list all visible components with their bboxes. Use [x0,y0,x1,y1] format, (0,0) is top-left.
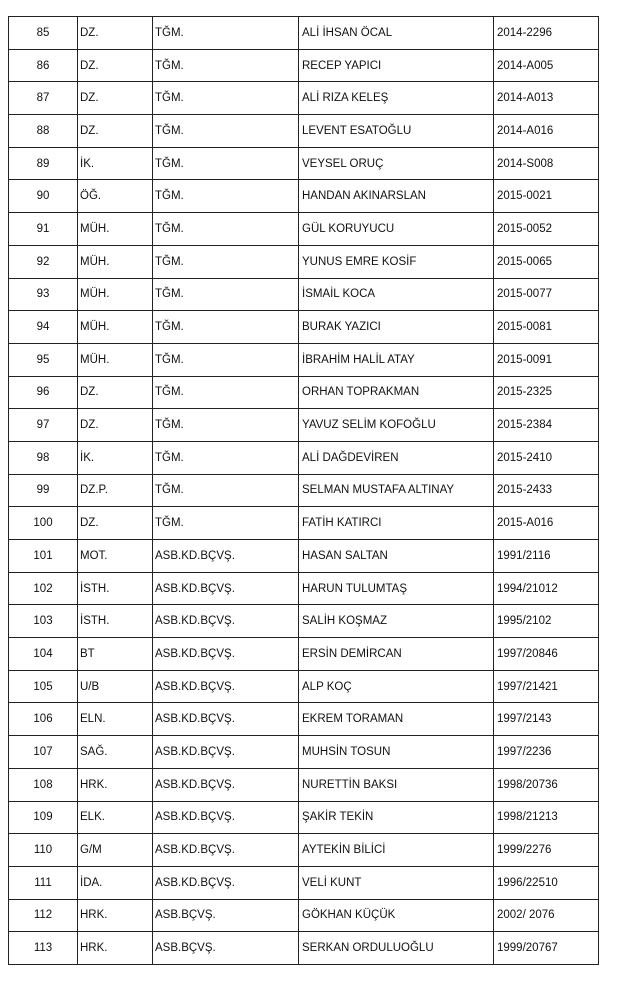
table-row [9,245,599,278]
name-cell: BURAK YAZICI [299,311,494,344]
rank-cell: ASB.KD.BÇVŞ. [153,670,299,703]
table-row [9,540,599,573]
row-number: 85 [9,17,78,50]
table-row [9,147,599,180]
rank-cell: TĞM. [153,82,299,115]
registry-number-cell: 1997/20846 [494,638,599,671]
table-row [9,213,599,246]
row-number: 112 [9,899,78,932]
branch-cell: İK. [78,441,153,474]
registry-number-cell: 2002/ 2076 [494,899,599,932]
row-number: 110 [9,834,78,867]
registry-number-cell: 2014-A005 [494,49,599,82]
table-row [9,932,599,965]
row-number: 90 [9,180,78,213]
name-cell: HANDAN AKINARSLAN [299,180,494,213]
name-cell: MUHSİN TOSUN [299,736,494,769]
registry-number-cell: 2015-0052 [494,213,599,246]
rank-cell: ASB.KD.BÇVŞ. [153,866,299,899]
branch-cell: DZ. [78,115,153,148]
rank-cell: TĞM. [153,441,299,474]
row-number: 113 [9,932,78,965]
name-cell: YAVUZ SELİM KOFOĞLU [299,409,494,442]
table-row [9,409,599,442]
rank-cell: TĞM. [153,311,299,344]
rank-cell: ASB.KD.BÇVŞ. [153,572,299,605]
personnel-table [8,16,599,965]
row-number: 109 [9,801,78,834]
rank-cell: TĞM. [153,213,299,246]
branch-cell: DZ. [78,409,153,442]
registry-number-cell: 1995/2102 [494,605,599,638]
row-number: 94 [9,311,78,344]
branch-cell: DZ.P. [78,474,153,507]
rank-cell: TĞM. [153,278,299,311]
branch-cell: DZ. [78,507,153,540]
name-cell: SELMAN MUSTAFA ALTINAY [299,474,494,507]
table-row [9,736,599,769]
branch-cell: İSTH. [78,572,153,605]
rank-cell: ASB.KD.BÇVŞ. [153,703,299,736]
table-row [9,17,599,50]
row-number: 86 [9,49,78,82]
name-cell: LEVENT ESATOĞLU [299,115,494,148]
table-row [9,474,599,507]
name-cell: ŞAKİR TEKİN [299,801,494,834]
rank-cell: TĞM. [153,147,299,180]
name-cell: ORHAN TOPRAKMAN [299,376,494,409]
branch-cell: MOT. [78,540,153,573]
row-number: 106 [9,703,78,736]
rank-cell: TĞM. [153,507,299,540]
branch-cell: ELK. [78,801,153,834]
row-number: 102 [9,572,78,605]
registry-number-cell: 1994/21012 [494,572,599,605]
name-cell: ALİ İHSAN ÖCAL [299,17,494,50]
table-row [9,115,599,148]
name-cell: HARUN TULUMTAŞ [299,572,494,605]
row-number: 91 [9,213,78,246]
name-cell: RECEP YAPICI [299,49,494,82]
rank-cell: TĞM. [153,49,299,82]
branch-cell: İSTH. [78,605,153,638]
branch-cell: HRK. [78,899,153,932]
registry-number-cell: 2014-S008 [494,147,599,180]
branch-cell: İK. [78,147,153,180]
branch-cell: DZ. [78,82,153,115]
rank-cell: ASB.KD.BÇVŞ. [153,801,299,834]
name-cell: SERKAN ORDULUOĞLU [299,932,494,965]
rank-cell: TĞM. [153,17,299,50]
table-row [9,638,599,671]
registry-number-cell: 1996/22510 [494,866,599,899]
row-number: 95 [9,343,78,376]
branch-cell: MÜH. [78,311,153,344]
registry-number-cell: 2015-0081 [494,311,599,344]
table-row [9,866,599,899]
branch-cell: G/M [78,834,153,867]
rank-cell: TĞM. [153,245,299,278]
branch-cell: ÖĞ. [78,180,153,213]
row-number: 89 [9,147,78,180]
registry-number-cell: 1991/2116 [494,540,599,573]
name-cell: YUNUS EMRE KOSİF [299,245,494,278]
registry-number-cell: 1998/21213 [494,801,599,834]
row-number: 98 [9,441,78,474]
row-number: 105 [9,670,78,703]
branch-cell: İDA. [78,866,153,899]
name-cell: FATİH KATIRCI [299,507,494,540]
rank-cell: ASB.KD.BÇVŞ. [153,605,299,638]
table-row [9,278,599,311]
rank-cell: TĞM. [153,376,299,409]
branch-cell: SAĞ. [78,736,153,769]
rank-cell: TĞM. [153,180,299,213]
registry-number-cell: 1998/20736 [494,768,599,801]
name-cell: ERSİN DEMİRCAN [299,638,494,671]
row-number: 101 [9,540,78,573]
table-row [9,801,599,834]
row-number: 97 [9,409,78,442]
rank-cell: TĞM. [153,343,299,376]
registry-number-cell: 1997/2236 [494,736,599,769]
rank-cell: ASB.BÇVŞ. [153,932,299,965]
registry-number-cell: 2014-A016 [494,115,599,148]
rank-cell: ASB.KD.BÇVŞ. [153,638,299,671]
row-number: 96 [9,376,78,409]
row-number: 104 [9,638,78,671]
registry-number-cell: 2014-A013 [494,82,599,115]
name-cell: EKREM TORAMAN [299,703,494,736]
name-cell: ALİ DAĞDEVİREN [299,441,494,474]
name-cell: ALİ RIZA KELEŞ [299,82,494,115]
table-row [9,343,599,376]
table-row [9,703,599,736]
branch-cell: U/B [78,670,153,703]
row-number: 107 [9,736,78,769]
branch-cell: MÜH. [78,245,153,278]
table-row [9,768,599,801]
row-number: 99 [9,474,78,507]
table-row [9,311,599,344]
rank-cell: ASB.KD.BÇVŞ. [153,736,299,769]
rank-cell: TĞM. [153,115,299,148]
branch-cell: DZ. [78,17,153,50]
branch-cell: BT [78,638,153,671]
registry-number-cell: 2015-0065 [494,245,599,278]
name-cell: İBRAHİM HALİL ATAY [299,343,494,376]
branch-cell: MÜH. [78,213,153,246]
registry-number-cell: 1997/2143 [494,703,599,736]
name-cell: VEYSEL ORUÇ [299,147,494,180]
row-number: 103 [9,605,78,638]
table-row [9,605,599,638]
branch-cell: HRK. [78,932,153,965]
rank-cell: ASB.KD.BÇVŞ. [153,834,299,867]
rank-cell: TĞM. [153,409,299,442]
name-cell: NURETTİN BAKSI [299,768,494,801]
row-number: 100 [9,507,78,540]
registry-number-cell: 2015-2433 [494,474,599,507]
registry-number-cell: 2015-0077 [494,278,599,311]
table-row [9,507,599,540]
registry-number-cell: 1999/2276 [494,834,599,867]
registry-number-cell: 2015-2410 [494,441,599,474]
branch-cell: MÜH. [78,343,153,376]
row-number: 111 [9,866,78,899]
name-cell: AYTEKİN BİLİCİ [299,834,494,867]
branch-cell: MÜH. [78,278,153,311]
branch-cell: DZ. [78,376,153,409]
branch-cell: ELN. [78,703,153,736]
table-row [9,82,599,115]
name-cell: ALP KOÇ [299,670,494,703]
name-cell: GÖKHAN KÜÇÜK [299,899,494,932]
name-cell: VELİ KUNT [299,866,494,899]
rank-cell: ASB.KD.BÇVŞ. [153,768,299,801]
registry-number-cell: 2015-0091 [494,343,599,376]
rank-cell: ASB.KD.BÇVŞ. [153,540,299,573]
row-number: 88 [9,115,78,148]
branch-cell: HRK. [78,768,153,801]
rank-cell: TĞM. [153,474,299,507]
registry-number-cell: 2015-0021 [494,180,599,213]
table-body [9,17,599,965]
row-number: 108 [9,768,78,801]
table-row [9,899,599,932]
table-row [9,670,599,703]
row-number: 92 [9,245,78,278]
rank-cell: ASB.BÇVŞ. [153,899,299,932]
row-number: 93 [9,278,78,311]
table-row [9,376,599,409]
branch-cell: DZ. [78,49,153,82]
registry-number-cell: 1997/21421 [494,670,599,703]
registry-number-cell: 1999/20767 [494,932,599,965]
row-number: 87 [9,82,78,115]
table-row [9,572,599,605]
registry-number-cell: 2014-2296 [494,17,599,50]
table-row [9,180,599,213]
table-row [9,49,599,82]
table-row [9,834,599,867]
name-cell: SALİH KOŞMAZ [299,605,494,638]
registry-number-cell: 2015-2384 [494,409,599,442]
table-row [9,441,599,474]
name-cell: HASAN SALTAN [299,540,494,573]
name-cell: GÜL KORUYUCU [299,213,494,246]
registry-number-cell: 2015-A016 [494,507,599,540]
name-cell: İSMAİL KOCA [299,278,494,311]
registry-number-cell: 2015-2325 [494,376,599,409]
